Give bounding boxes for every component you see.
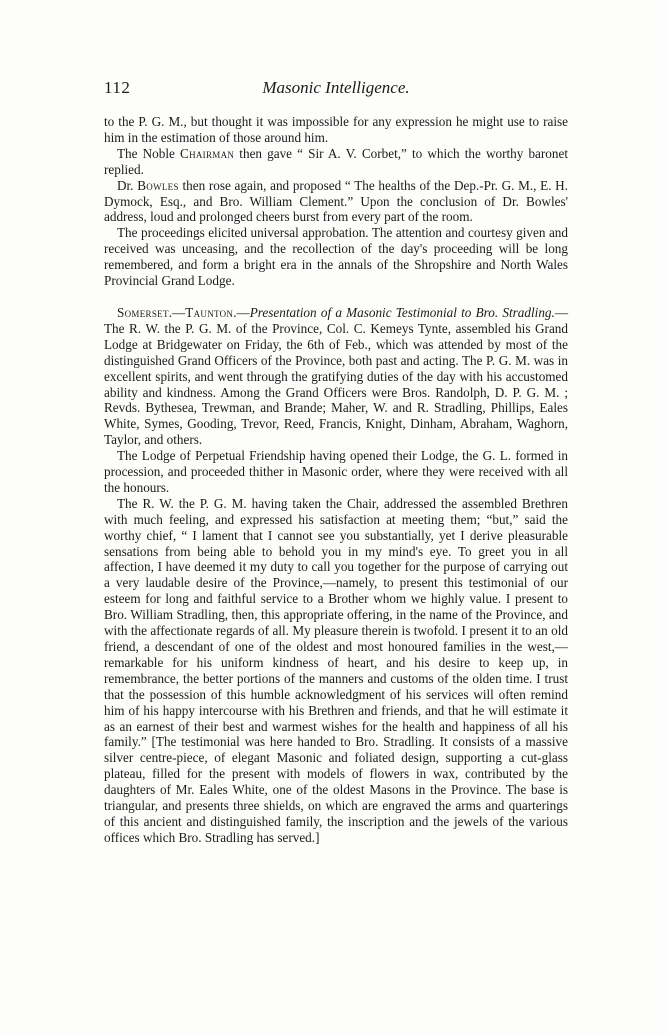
paragraph-text: then gave “ Sir A. V. Corbet,” to which the worthy baronet replied. [104,145,569,177]
heading-separator: .— [168,304,186,320]
body-text [104,114,568,846]
page-number: 112 [104,78,131,97]
paragraph-procession: The Lodge of Perpetual Friendship having opened their Lodge, the G. L. formed in procession, and proceeded thither in Masonic order, where they were received with all the honours. [104,448,568,495]
speaker-name: Chairman [179,145,235,161]
county-heading: Somerset [117,304,169,320]
paragraph-bowles-toast [104,178,568,226]
page-header [104,78,568,104]
paragraph-text: then rose again, and proposed “ The healths of the Dep.-Pr. G. M., E. H. Dymock, Esq., and Bro. William Clement.” Upon the conclusion of Dr. Bowles' address, loud and prolonged cheers burst from every part of the room. [104,177,569,225]
heading-separator: .— [233,304,250,320]
running-title: Masonic Intelligence. [262,78,410,97]
paragraph-text: Dr. [117,177,138,193]
paragraph-chairman-toast [104,146,568,178]
paragraph-text: The Noble [117,145,180,161]
speaker-name: Bowles [137,177,179,193]
paragraph-text: —The R. W. the P. G. M. of the Province, Col. C. Kemeys Tynte, assembled his Grand Lodge at Bridgewater on Friday, the 6th of Feb., which was attended by most of the distinguished Grand Officers of the Province, both past and acting. The P. G. M. was in excellent spirits, and went through the gratifying duties of the day with his accustomed ability and kindness. Among the Grand Officers were Bros. Randolph, D. P. G. M. ; Revds. Bythesea, Trewman, and Brande; Maher, W. and R. Stradling, Phillips, Eales White, Symes, Gooding, Trevor, Reed, Francis, Knight, Dinham, Abraham, Waghorn, Taylor, and others. [104,304,568,448]
town-heading: Taunton [185,304,234,320]
paragraph-proceedings: The proceedings elicited universal approbation. The attention and courtesy given and received was unceasing, and the recollection of the day's proceeding will be long remembered, and form a bright era in the annals of the Shropshire and North Wales Provincial Grand Lodge. [104,225,568,289]
paragraph-address: The R. W. the P. G. M. having taken the Chair, addressed the assembled Brethren with much feeling, and expressed his satisfaction at meeting them; “but,” said the worthy chief, “ I lament that I cannot see you substantially, yet I derive pleasurable sensations from being able to behold you in my mind's eye. To greet you in all affection, I have deemed it my duty to call you together for the purpose of carrying out a very laudable desire of the Province,—namely, to present this testimonial of our esteem for long and faithful service to a Brother whom we highly value. I present to Bro. William Stradling, then, this appropriate offering, in the name of the Province, and with the affectionate regards of all. My pleasure therein is twofold. I present it to an old friend, a descendant of one of the oldest and most honoured families in the west,—remarkable for his uniform kindness of heart, and his desire to keep up, in remembrance, the better portions of the manners and customs of the olden time. I trust that the possession of this humble acknowledgment of his services will often remind him of his happy intercourse with his Brethren and friends, and that he will estimate it as an earnest of their best and warmest wishes for the health and happiness of all his family.” [The testimonial was here handed to Bro. Stradling. It consists of a massive silver centre-piece, of elegant Masonic and foliated design, supporting a cut-glass plateau, filled for the present with models of flowers in wax, contributed by the daughters of Mr. Eales White, one of the oldest Masons in the Province. The base is triangular, and presents three shields, on which are engraved the arms and quarterings of this ancient and distinguished family, the inscription and the jewels of the various offices which Bro. Stradling has served.] [104,495,568,845]
paragraph-continuation: to the P. G. M., but thought it was impossible for any expression he might use to raise him in the estimation of those around him. [104,114,568,145]
section-somerset-taunton [104,305,568,448]
section-title: Presentation of a Masonic Testimonial to Bro. Stradling. [249,304,555,320]
